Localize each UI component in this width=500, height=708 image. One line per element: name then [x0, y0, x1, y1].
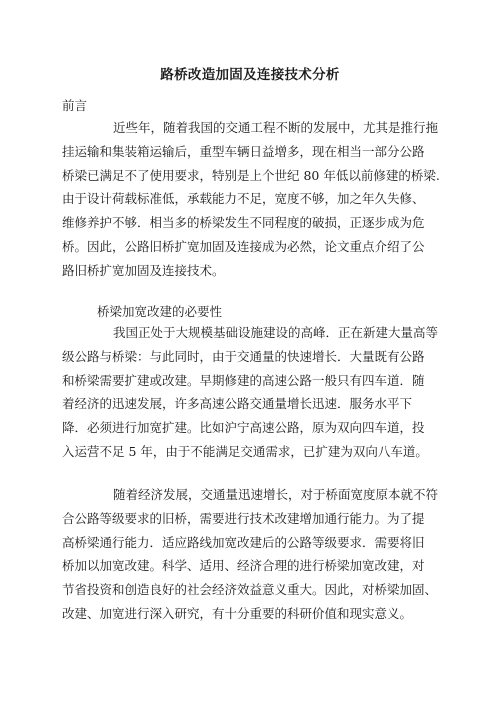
text-line: 近些年，随着我国的交通工程不断的发展中，尤其是推行拖 [113, 120, 439, 135]
text-line: 级公路与桥梁：与此同时，由于交通量的快速增长．大量既有公路 [62, 348, 425, 364]
text-line: 节省投资和创造良好的社会经济效益意义重大。因此，对桥梁加固、 [62, 582, 438, 598]
text-line: 着经济的迅速发展，许多高速公路交通量增长迅速．服务水平下 [62, 396, 413, 412]
text-line: 我国正处于大规模基础设施建设的高峰．正在新建大量高等 [113, 325, 439, 340]
text-line: 由于设计荷载标准低，承载能力不足，宽度不够，加之年久失修、 [62, 191, 425, 207]
preface-paragraph [62, 116, 442, 283]
body-paragraph-development [62, 483, 442, 626]
text-line: 改建、加宽进行深入研究，有十分重要的科研价值和现实意义。 [62, 605, 413, 621]
text-line: 降．必须进行加宽扩建。比如沪宁高速公路，原为双向四车道，投 [62, 420, 425, 436]
text-line: 高桥梁通行能力．适应路线加宽改建后的公路等级要求．需要将旧 [62, 534, 425, 550]
text-line: 入运营不足 5 年，由于不能满足交通需求，已扩建为双向八车道。 [62, 443, 428, 459]
section-heading: 桥梁加宽改建的必要性 [97, 304, 223, 319]
text-line: 挂运输和集装箱运输后，重型车辆日益增多，现在相当一部分公路 [62, 143, 425, 159]
document-title: 路桥改造加固及连接技术分析 [160, 67, 340, 83]
text-line: 随着经济发展，交通量迅速增长，对于桥面宽度原本就不符 [113, 487, 439, 502]
text-line: 桥梁已满足不了使用要求，特别是上个世纪 80 年低以前修建的桥梁. [62, 167, 440, 183]
preface-heading: 前言 [62, 98, 88, 113]
text-line: 桥。因此，公路旧桥扩宽加固及连接成为必然，论文重点介绍了公 [62, 238, 425, 254]
text-line: 合公路等级要求的旧桥，需要进行技术改建增加通行能力。为了提 [62, 510, 425, 526]
text-line: 路旧桥扩宽加固及连接技术。 [62, 262, 225, 278]
text-line: 桥加以加宽改建。科学、适用、经济合理的进行桥梁加宽改建，对 [62, 558, 425, 574]
text-line: 和桥梁需要扩建或改建。早期修建的高速公路一般只有四车道．随 [62, 372, 425, 388]
body-paragraph-necessity [62, 321, 442, 464]
text-line: 维修养护不够．相当多的桥梁发生不同程度的破损，正逐步成为危 [62, 215, 425, 231]
